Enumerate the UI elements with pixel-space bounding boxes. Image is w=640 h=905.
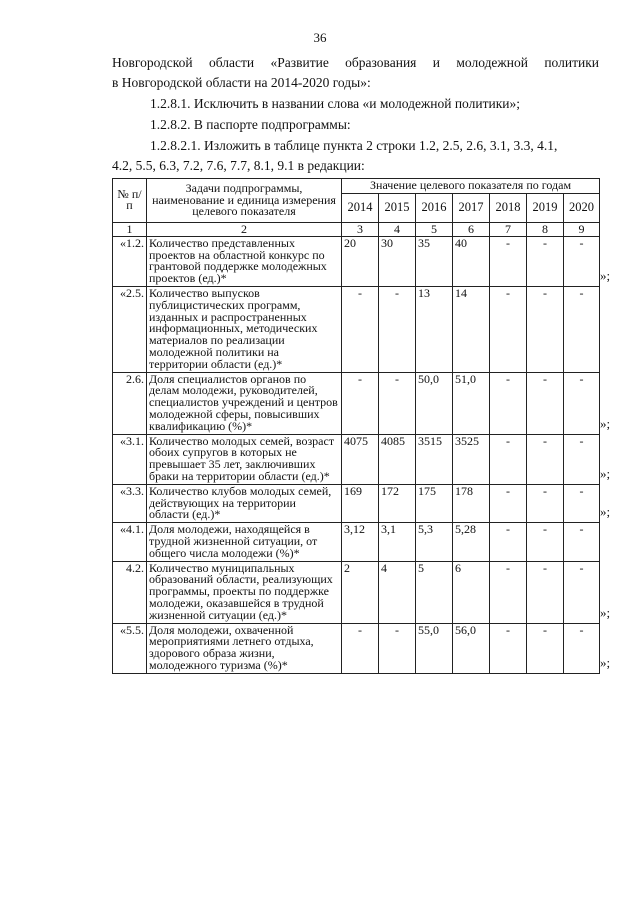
year-header: 2015 (379, 193, 416, 222)
row-ending: »; (600, 466, 611, 481)
header-values: Значение целевого показателя по годам (342, 179, 600, 194)
row-ending: »; (600, 655, 611, 670)
year-header: 2014 (342, 193, 379, 222)
table-row (113, 434, 600, 484)
table-row (113, 286, 600, 372)
row-value: 51,0 (453, 372, 490, 434)
row-value: 40 (453, 236, 490, 286)
row-value: 13 (416, 286, 453, 372)
row-value: - (527, 372, 564, 434)
row-ending: »; (600, 416, 611, 431)
row-value: - (564, 236, 600, 286)
row-task: Доля молодежи, охваченной мероприятиями летнего отдыха, здорового образа жизни, молодежного туризма (%)* (147, 623, 342, 673)
table-row (113, 236, 600, 286)
row-number: 4.2. (113, 561, 147, 623)
row-value: 4085 (379, 434, 416, 484)
header-num: № п/п (113, 179, 147, 223)
row-value: - (527, 286, 564, 372)
table-row (113, 484, 600, 522)
row-value: 50,0 (416, 372, 453, 434)
index-cell: 6 (453, 222, 490, 236)
row-ending: »; (600, 605, 611, 620)
row-value: - (527, 623, 564, 673)
index-cell: 3 (342, 222, 379, 236)
row-value: - (490, 434, 527, 484)
row-value: - (490, 484, 527, 522)
table-row (113, 561, 600, 623)
row-ending: »; (600, 504, 611, 519)
row-value: - (490, 523, 527, 561)
row-value: - (527, 523, 564, 561)
row-value: - (490, 623, 527, 673)
row-value: 4 (379, 561, 416, 623)
index-cell: 9 (564, 222, 600, 236)
row-value: - (490, 236, 527, 286)
row-number: 2.6. (113, 372, 147, 434)
row-value: 178 (453, 484, 490, 522)
row-value: - (527, 561, 564, 623)
row-number: «3.1. (113, 434, 147, 484)
intro-line-1: Новгородской области «Развитие образования и молодежной политики (112, 55, 599, 70)
row-value: 20 (342, 236, 379, 286)
table-row (113, 523, 600, 561)
row-value: - (490, 372, 527, 434)
row-value: - (342, 372, 379, 434)
year-header: 2019 (527, 193, 564, 222)
row-task: Количество молодых семей, возраст обоих супругов в которых не превышает 35 лет, заключивших браки на территории области (ед.)* (147, 434, 342, 484)
row-value: - (564, 623, 600, 673)
row-value: - (564, 372, 600, 434)
row-value: - (564, 523, 600, 561)
row-value: 2 (342, 561, 379, 623)
row-value: - (564, 286, 600, 372)
index-cell: 1 (113, 222, 147, 236)
row-value: - (342, 286, 379, 372)
row-value: 4075 (342, 434, 379, 484)
index-cell: 7 (490, 222, 527, 236)
index-cell: 2 (147, 222, 342, 236)
row-value: 3,1 (379, 523, 416, 561)
page-number: 36 (313, 30, 327, 45)
table-header-row (113, 179, 600, 194)
row-value: - (490, 561, 527, 623)
table-row (113, 372, 600, 434)
row-value: - (527, 434, 564, 484)
row-value: - (527, 484, 564, 522)
row-task: Количество представленных проектов на областной конкурс по грантовой поддержке молодежных проектов (ед.)* (147, 236, 342, 286)
year-header: 2020 (564, 193, 600, 222)
header-task: Задачи подпрограммы, наименование и единица измерения целевого показателя (147, 179, 342, 223)
index-cell: 8 (527, 222, 564, 236)
intro-line-4: 1.2.8.2. В паспорте подпрограммы: (150, 117, 351, 132)
row-task: Количество муниципальных образований области, реализующих программы, проекты по поддержке молодежи, оказавшейся в трудной жизненной ситуации (ед.)* (147, 561, 342, 623)
row-number: «4.1. (113, 523, 147, 561)
index-cell: 5 (416, 222, 453, 236)
row-number: «1.2. (113, 236, 147, 286)
row-value: 30 (379, 236, 416, 286)
row-value: 5 (416, 561, 453, 623)
row-value: 35 (416, 236, 453, 286)
row-value: - (379, 623, 416, 673)
row-value: 175 (416, 484, 453, 522)
row-value: 3515 (416, 434, 453, 484)
index-cell: 4 (379, 222, 416, 236)
row-value: - (564, 484, 600, 522)
row-value: 5,3 (416, 523, 453, 561)
row-task: Доля молодежи, находящейся в трудной жизненной ситуации, от общего числа молодежи (%)* (147, 523, 342, 561)
row-task: Доля специалистов органов по делам молодежи, руководителей, специалистов учреждений и центров молодежной сферы, повысивших квалификацию (%)* (147, 372, 342, 434)
row-value: 172 (379, 484, 416, 522)
row-value: - (379, 286, 416, 372)
intro-line-5: 1.2.8.2.1. Изложить в таблице пункта 2 строки 1.2, 2.5, 2.6, 3.1, 3.3, 4.1, (150, 138, 558, 153)
table-body (113, 236, 600, 673)
intro-line-6: 4.2, 5.5, 6.3, 7.2, 7.6, 7.7, 8.1, 9.1 в редакции: (112, 158, 365, 173)
row-task: Количество выпусков публицистических программ, изданных и распространенных информационных, методических материалов по реализации молодежной политики на территории области (ед.)* (147, 286, 342, 372)
row-value: 56,0 (453, 623, 490, 673)
row-value: 169 (342, 484, 379, 522)
row-value: - (342, 623, 379, 673)
row-value: 5,28 (453, 523, 490, 561)
year-header: 2017 (453, 193, 490, 222)
index-row (113, 222, 600, 236)
row-value: 55,0 (416, 623, 453, 673)
row-value: 3525 (453, 434, 490, 484)
year-header: 2016 (416, 193, 453, 222)
row-value: - (379, 372, 416, 434)
row-value: - (527, 236, 564, 286)
indicators-table (112, 178, 600, 674)
row-ending: »; (600, 268, 611, 283)
table-row (113, 623, 600, 673)
row-number: «2.5. (113, 286, 147, 372)
row-value: - (564, 434, 600, 484)
row-task: Количество клубов молодых семей, действующих на территории области (ед.)* (147, 484, 342, 522)
intro-line-2: в Новгородской области на 2014-2020 годы»: (112, 75, 371, 90)
row-value: 6 (453, 561, 490, 623)
row-value: 14 (453, 286, 490, 372)
intro-line-3: 1.2.8.1. Исключить в названии слова «и молодежной политики»; (150, 96, 520, 111)
year-header: 2018 (490, 193, 527, 222)
row-value: - (564, 561, 600, 623)
row-number: «3.3. (113, 484, 147, 522)
row-value: 3,12 (342, 523, 379, 561)
row-number: «5.5. (113, 623, 147, 673)
row-value: - (490, 286, 527, 372)
